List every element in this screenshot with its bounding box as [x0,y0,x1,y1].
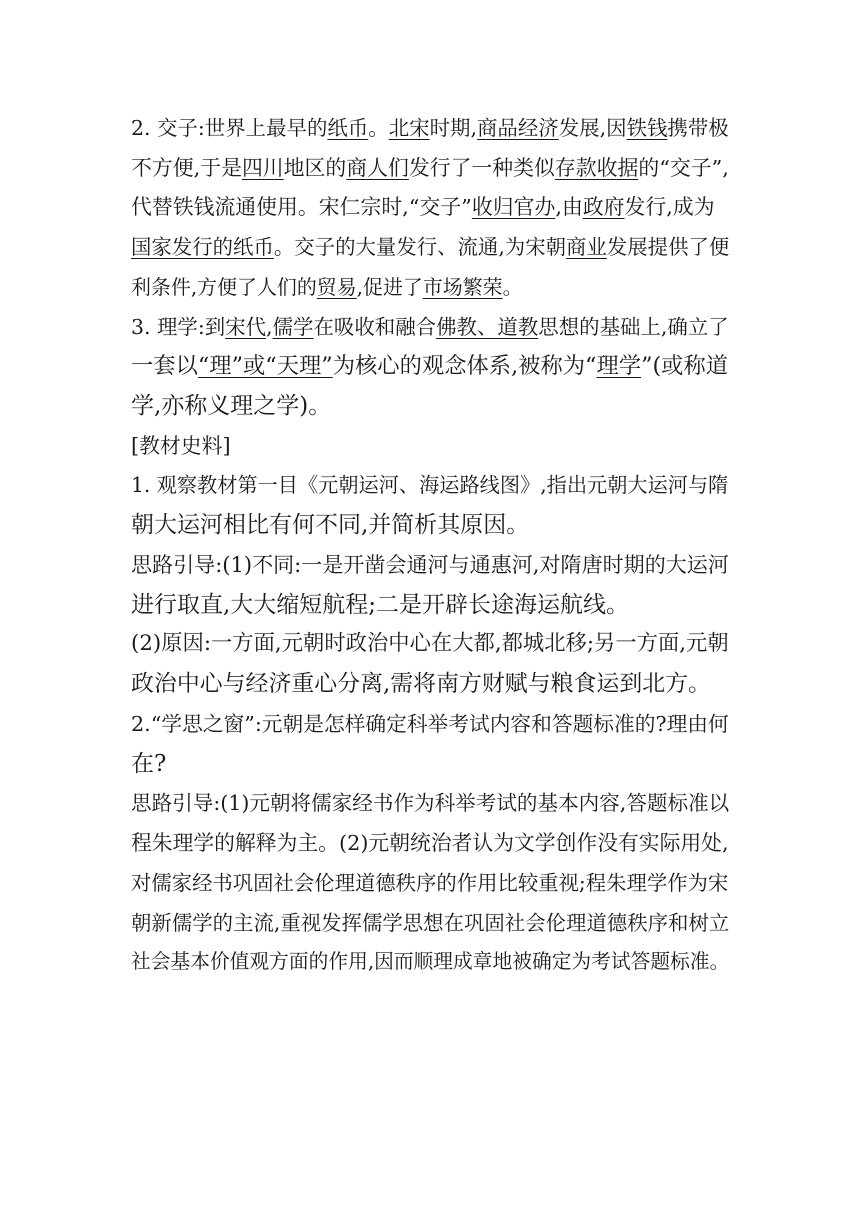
text-span: 2.“学思之窗”:元朝是怎样确定科举考试内容和答题标准的?理由何 [131,712,729,736]
text-span: ”(或称道 [641,353,729,379]
text-span: 发展,因 [558,116,627,140]
text-span: 的“交子”, [638,156,729,180]
underlined-term: 铁钱 [626,116,668,140]
text-line [131,351,728,381]
text-span: 思路引导:(1)不同:一是开凿会通河与通惠河,对隋唐时期的大运河 [131,552,729,577]
text-line [131,590,629,620]
underlined-term: 佛教、道教 [436,315,539,339]
text-span: (2)原因:一方面,元朝时政治中心在大都,都城北移;另一方面,元朝 [131,631,729,656]
text-line [131,510,529,540]
text-line [131,947,729,977]
text-span: 不方便,于是 [131,156,242,180]
text-span: 2. 交子:世界上最早的 [131,116,328,140]
text-span: 发展提供了便 [606,235,730,259]
text-span: 思想的基础上,确立了 [538,315,729,339]
underlined-term: 商业 [566,235,607,259]
text-line [131,431,231,461]
text-line [131,669,711,699]
underlined-term: 收归官办 [471,195,556,219]
underlined-term: 贸易 [316,275,357,299]
underlined-term: 纸币 [327,116,369,140]
underlined-term: 儒学 [272,315,314,339]
text-span: 政治中心与经济重心分离,需将南方财赋与粮食运到北方。 [131,671,711,697]
text-span: 思路引导:(1)元朝将儒家经书作为科举考试的基本内容,答题标准以 [131,791,730,815]
text-line [131,192,715,222]
underlined-term: 四川 [241,156,284,180]
text-line [131,391,331,421]
text-span: 地区的 [283,156,347,180]
text-line [131,629,729,659]
text-line [131,908,729,938]
text-span: 。 [368,116,389,140]
underlined-term: 市场繁荣 [422,275,503,299]
text-line [131,312,729,342]
text-line [131,232,729,262]
text-span: ,由 [555,195,583,219]
text-span: 发行了一种类似 [408,156,555,180]
text-line [131,153,729,183]
text-line [131,113,729,143]
text-line [131,828,729,858]
text-line [131,470,728,500]
text-span: 在吸收和融合 [313,315,437,339]
text-span: 。交子的大量发行、流通,为宋朝 [273,235,567,259]
underlined-term: 商品经济 [476,116,559,140]
underlined-term: “理”或“天理” [197,353,333,379]
text-line [131,868,728,898]
text-span: 时期, [429,116,477,140]
text-span: 对儒家经书巩固社会伦理道德秩序的作用比较重视;程朱理学作为宋 [131,871,729,895]
text-span: 朝新儒学的主流,重视发挥儒学思想在巩固社会伦理道德秩序和树立 [131,911,730,935]
text-span: 代替铁钱流通使用。宋仁宗时,“交子” [131,195,472,219]
text-span: 进行取直,大大缩短航程;二是开辟长途海运航线。 [131,592,630,618]
text-span: ,促进了 [356,275,423,299]
text-span: 利条件,方便了人们的 [131,275,317,299]
text-span: , [266,315,273,339]
text-span: 为核心的观念体系,被称为“ [332,353,597,379]
text-line [131,272,523,302]
text-line [131,749,166,779]
underlined-term: 存款收据 [554,156,639,180]
text-span: 社会基本价值观方面的作用,因而顺理成章地被确定为考试答题标准。 [131,950,730,973]
text-line [131,788,729,818]
underlined-term: 商人们 [346,156,409,180]
text-span: 在? [131,751,167,777]
text-span: 一套以 [131,353,198,379]
underlined-term: 政府 [582,195,625,219]
text-span: 1. 观察教材第一目《元朝运河、海运路线图》,指出元朝大运河与隋 [131,473,729,497]
underlined-term: 宋代 [225,315,267,339]
text-span: 3. 理学:到 [131,315,226,339]
text-span: 程朱理学的解释为主。(2)元朝统治者认为文学创作没有实际用处, [131,831,729,855]
text-line [131,550,729,580]
text-span: 发行,成为 [624,195,715,219]
text-line [131,709,729,739]
underlined-term: 北宋 [388,116,430,140]
underlined-term: 理学 [596,353,642,379]
text-span: 学,亦称义理之学)。 [131,393,332,419]
text-span: [教材史料] [131,434,231,458]
text-span: 携带极 [667,116,729,140]
text-span: 朝大运河相比有何不同,并简析其原因。 [131,512,530,538]
text-span: 。 [502,275,523,299]
underlined-term: 国家发行的纸币 [131,235,274,259]
